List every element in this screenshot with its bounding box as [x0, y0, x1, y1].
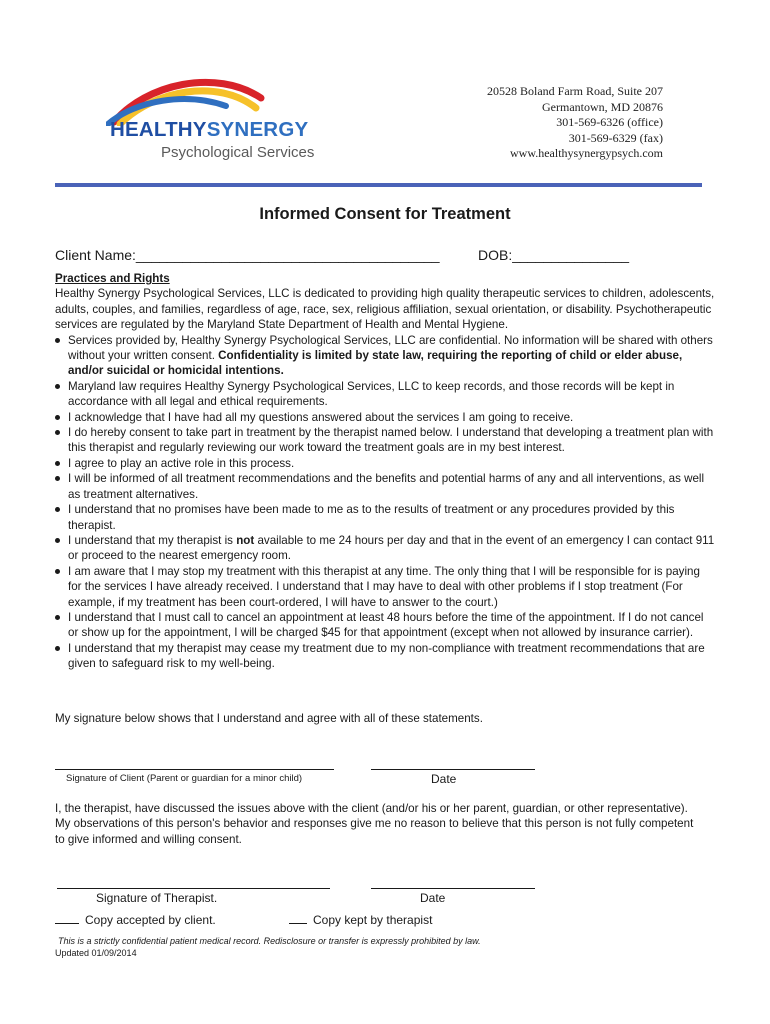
client-signature-label: Signature of Client (Parent or guardian for a minor child): [66, 773, 303, 784]
practice-address: [487, 84, 663, 162]
bullet-icon: [55, 507, 60, 512]
consent-item: I will be informed of all treatment recommendations and the benefits and potential harms of any and all interventions, as well as treatment alternatives.: [55, 471, 715, 502]
agreement-statement: My signature below shows that I understand and agree with all of these statements.: [55, 712, 483, 725]
form-title: Informed Consent for Treatment: [259, 205, 511, 223]
consent-item: I understand that my therapist is not available to me 24 hours per day and that in the event of an emergency I can contact 911 or proceed to the nearest emergency room.: [55, 533, 715, 564]
address-street: 20528 Boland Farm Road, Suite 207: [487, 84, 663, 98]
bullet-icon: [55, 415, 60, 420]
therapist-signature-line[interactable]: [57, 888, 330, 889]
bullet-icon: [55, 646, 60, 651]
consent-item: I acknowledge that I have had all my questions answered about the services I am going to receive.: [55, 410, 715, 425]
dob-field[interactable]: DOB:_______________: [478, 247, 630, 263]
consent-item: I understand that no promises have been made to me as to the results of treatment or any procedures provided by this therapist.: [55, 502, 715, 533]
copy-kept-by-therapist: Copy kept by therapist: [289, 913, 432, 927]
copy-client-blank[interactable]: [55, 923, 79, 924]
bullet-icon: [55, 476, 60, 481]
bullet-icon: [55, 430, 60, 435]
healthy-synergy-logo: [106, 66, 336, 166]
updated-date: Updated 01/09/2014: [55, 948, 137, 958]
consent-item: I agree to play an active role in this process.: [55, 456, 715, 471]
therapist-signature-label: Signature of Therapist.: [96, 891, 218, 905]
client-date-label: Date: [431, 772, 457, 786]
therapist-date-line[interactable]: [371, 888, 535, 889]
bullet-icon: [55, 569, 60, 574]
logo-arcs-icon: [106, 66, 336, 126]
consent-item: Services provided by, Healthy Synergy Psychological Services, LLC are confidential. No information will be shared with others without your written consent. Confidentiality is limited by state law, requiring the reporting of child or elder abuse, and/or suicidal or homicidal intentions.: [55, 333, 715, 379]
practices-and-rights-section: [55, 271, 715, 672]
bullet-icon: [55, 338, 60, 343]
address-city: Germantown, MD 20876: [542, 99, 663, 114]
logo-subtitle: Psychological Services: [161, 144, 315, 161]
consent-item: I understand that I must call to cancel an appointment at least 48 hours before the time of the appointment. If I do not cancel or show up for the appointment, I will be charged $45 for that appointment (except when not allowed by insurance carrier).: [55, 610, 715, 641]
address-office-phone: 301-569-6326 (office): [556, 115, 663, 130]
client-signature-line[interactable]: [55, 769, 334, 770]
consent-items: [55, 333, 715, 672]
section-heading: Practices and Rights: [55, 272, 170, 285]
address-fax: 301-569-6329 (fax): [568, 130, 663, 145]
copy-accepted-by-client: Copy accepted by client.: [55, 913, 216, 927]
bullet-icon: [55, 461, 60, 466]
logo-name: HEALTHYSYNERGY: [110, 118, 309, 141]
client-date-line[interactable]: [371, 769, 535, 770]
client-name-field[interactable]: Client Name:_______________________________________: [55, 247, 440, 263]
bullet-icon: [55, 384, 60, 389]
header-divider: [55, 183, 702, 187]
confidentiality-disclaimer: This is a strictly confidential patient medical record. Redisclosure or transfer is expressly prohibited by law.: [58, 936, 481, 946]
bullet-icon: [55, 538, 60, 543]
bullet-icon: [55, 615, 60, 620]
copy-therapist-blank[interactable]: [289, 923, 307, 924]
consent-item: I am aware that I may stop my treatment with this therapist at any time. The only thing that I will be responsible for is paying for the services I have already received. I understand that I may have to deal with other problems if I stop treatment (For example, if my treatment has been court-ordered, I will have to answer to the court.): [55, 564, 715, 610]
intro-paragraph: Healthy Synergy Psychological Services, LLC is dedicated to providing high quality therapeutic services to children, adolescents, adults, couples, and families, regardless of age, race, sex, religious affiliation, sexual orientation, or disability. Psychotherapeutic services are regulated by the Maryland State Department of Health and Mental Hygiene.: [55, 287, 715, 332]
consent-item: Maryland law requires Healthy Synergy Psychological Services, LLC to keep records, and those records will be kept in accordance with all legal and ethical requirements.: [55, 379, 715, 410]
consent-item: I understand that my therapist may cease my treatment due to my non-compliance with treatment recommendations that are given to safeguard risk to my well-being.: [55, 641, 715, 672]
therapist-date-label: Date: [420, 891, 446, 905]
consent-item: I do hereby consent to take part in treatment by the therapist named below. I understand that developing a treatment plan with this therapist and regularly reviewing our work toward the treatment goals are in my best interest.: [55, 425, 715, 456]
address-website: www.healthysynergypsych.com: [510, 146, 663, 161]
therapist-statement: I, the therapist, have discussed the issues above with the client (and/or his or her parent, guardian, or other representative). My observations of this person's behavior and responses give me no reason to believe that this person is not fully competent to give informed and willing consent.: [55, 802, 694, 846]
